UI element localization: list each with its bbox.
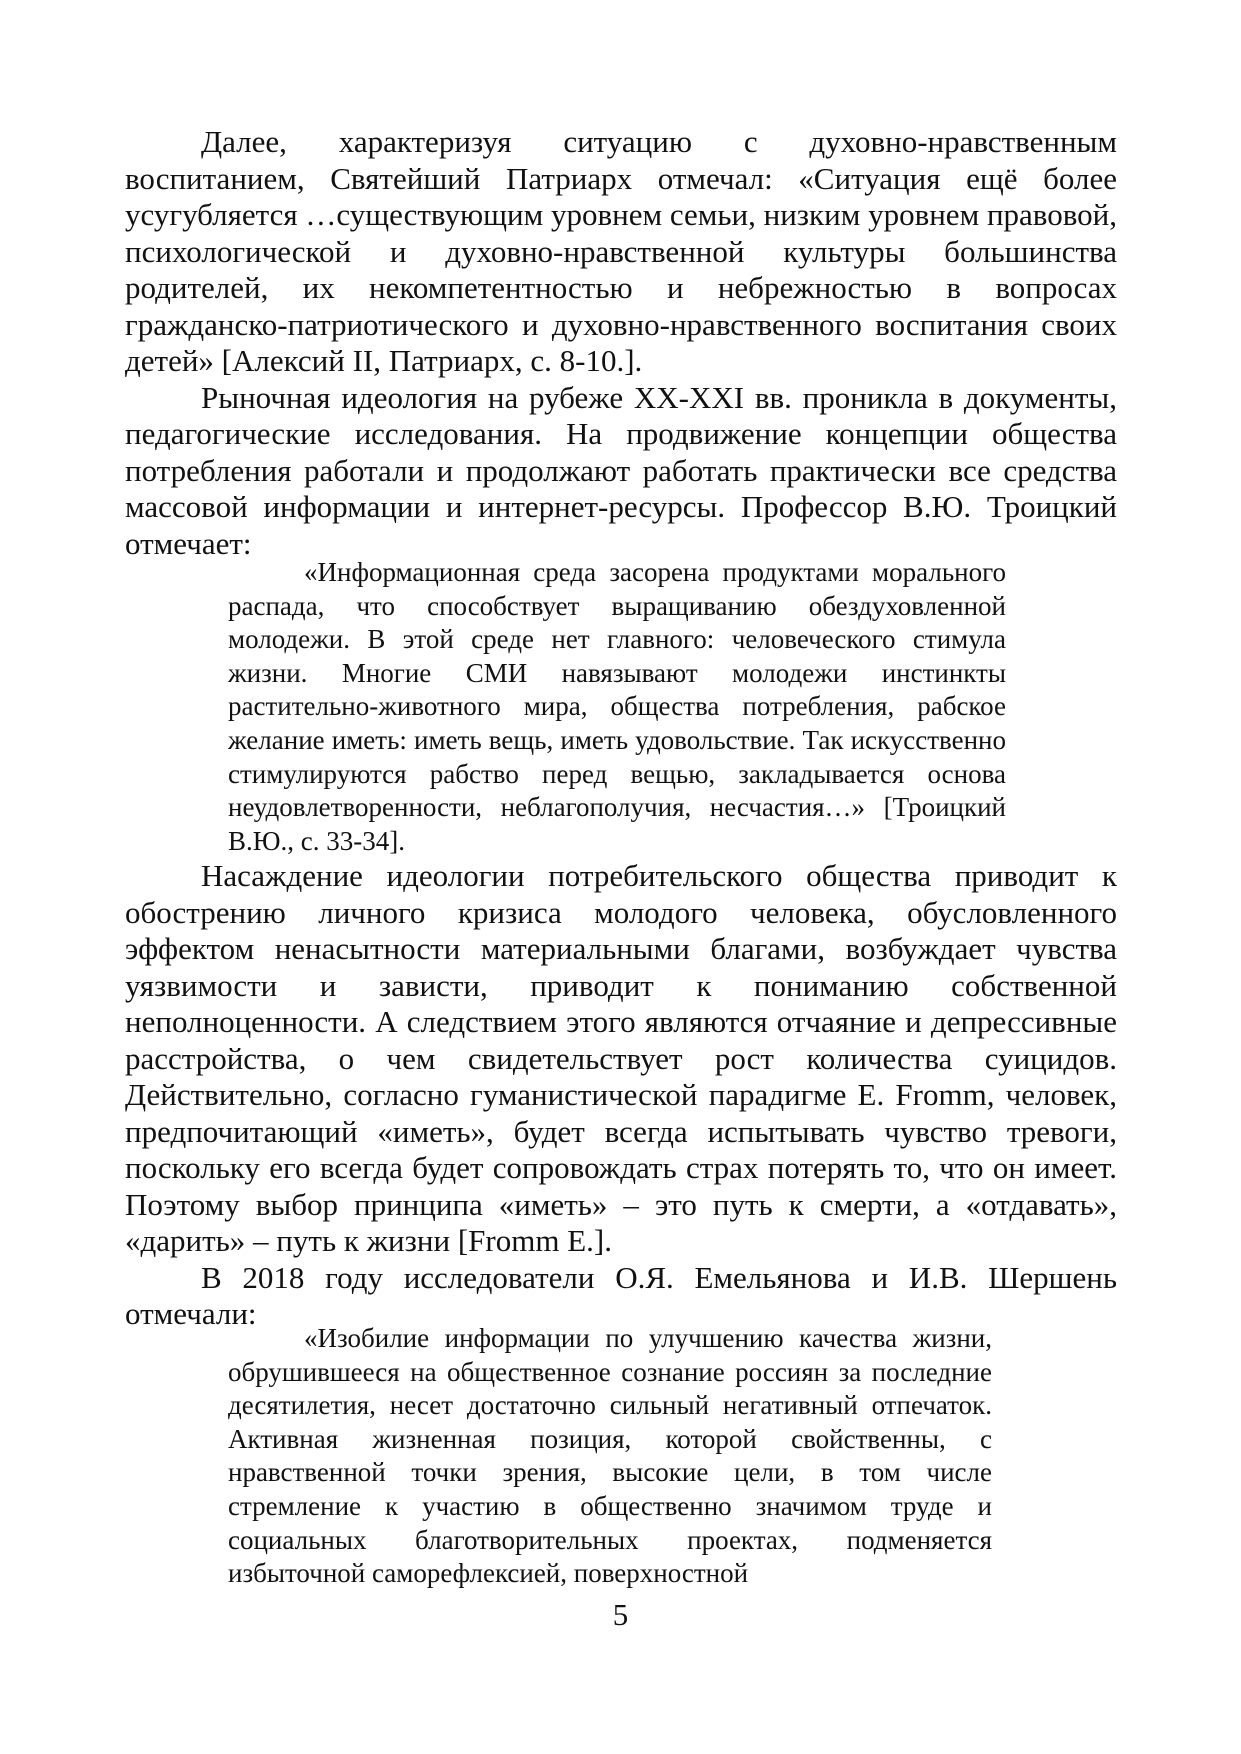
page-number: 5 (612, 1597, 629, 1632)
quote-emelyanova-text: «Изобилие информации по улучшению качества жизни, обрушившееся на общественное сознание россиян за последние десятилетия, несет достаточно сильный негативный отпечаток. Активная жизненная позиция, которой свойственны, с нравственной точки зрения, высокие цели, в том числе стремление к участию в общественно значимом труде и социальных благотворительных проектах, подменяется избыточной саморефлексией, поверхностной (228, 1323, 992, 1589)
body-text-block-2 (125, 858, 1117, 1333)
paragraph-consumer-society: Насаждение идеологии потребительского общества приводит к обострению личного кризиса молодого человека, обусловленного эффектом ненасытности материальными благами, возбуждает чувства уязвимости и зависти, приводит к пониманию собственной неполноценности. А следствием этого являются отчаяние и депрессивные расстройства, о чем свидетельствует рост количества суицидов. Действительно, согласно гуманистической парадигме E. Fromm, человек, предпочитающий «иметь», будет всегда испытывать чувство тревоги, поскольку его всегда будет сопровождать страх потерять то, что он имеет. Поэтому выбор принципа «иметь» – это путь к смерти, а «отдавать», «дарить» – путь к жизни [Fromm E.]. (125, 858, 1117, 1258)
block-quote-emelyanova (228, 1322, 992, 1591)
quote-troitsky-text: «Информационная среда засорена продуктами морального распада, что способствует выращиванию обездуховленной молодежи. В этой среде нет главного: человеческого стимула жизни. Многие СМИ навязывают молодежи инстинкты растительно-животного мира, общества потребления, рабское желание иметь: иметь вещь, иметь удовольствие. Так искусственно стимулируются рабство перед вещью, закладывается основа неудовлетворенности, неблагополучия, несчастия…» [Троицкий В.Ю., с. 33-34]. (228, 557, 1006, 856)
block-quote-troitsky (228, 556, 1006, 858)
paragraph-researchers-2018: В 2018 году исследователи О.Я. Емельянова и И.В. Шершень отмечали: (125, 1259, 1117, 1331)
paragraph-market-ideology: Рыночная идеология на рубеже XX-XXI вв. проникла в документы, педагогические исследования. На продвижение концепции общества потребления работали и продолжают работать практически все средства массовой информации и интернет-ресурсы. Профессор В.Ю. Троицкий отмечает: (125, 379, 1117, 561)
body-text-block-1 (125, 124, 1117, 562)
paragraph-patriarch: Далее, характеризуя ситуацию с духовно-нравственным воспитанием, Святейший Патриарх отмечал: «Ситуация ещё более усугубляется …существующим уровнем семьи, низким уровнем правовой, психологической и духовно-нравственной культуры большинства родителей, их некомпетентностью и небрежностью в вопросах гражданско-патриотического и духовно-нравственного воспитания своих детей» [Алексий II, Патриарх, с. 8-10.]. (125, 124, 1117, 378)
